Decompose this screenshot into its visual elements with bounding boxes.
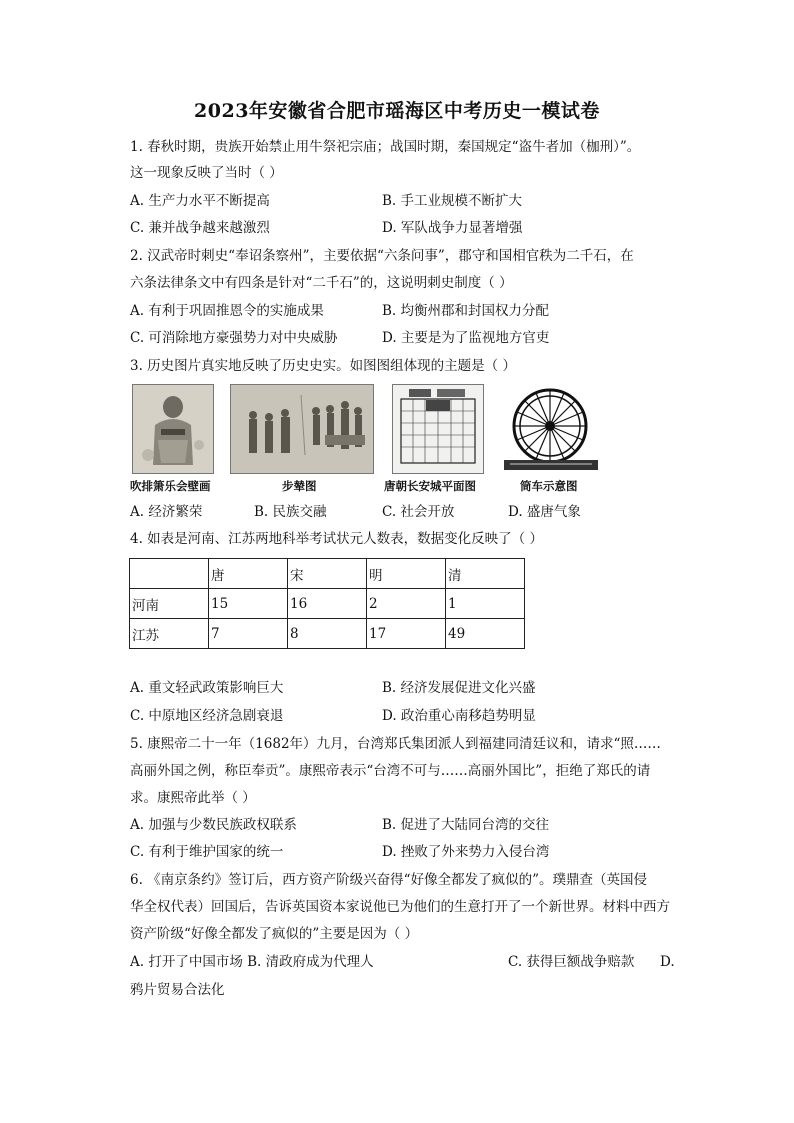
table-header-cell: 宋 bbox=[288, 559, 367, 589]
q3-caption-4: 筒车示意图 bbox=[520, 479, 578, 493]
q3-caption-1: 吹排箫乐会壁画 bbox=[130, 479, 211, 493]
q6-stem-line-3: 资产阶级“好像全都发了疯似的”主要是因为（ ） bbox=[130, 926, 419, 942]
q6-stem-line-1: 6. 《南京条约》签订后，西方资产阶级兴奋得“好像全都发了疯似的”。璞鼎查（英国侵 bbox=[130, 872, 647, 888]
mural-image bbox=[132, 384, 214, 474]
q5-option-c: C. 有利于维护国家的统一 bbox=[130, 844, 284, 860]
q6-option-ab: A. 打开了中国市场 B. 清政府成为代理人 bbox=[130, 954, 374, 970]
q5-option-b: B. 促进了大陆同台湾的交往 bbox=[382, 817, 550, 833]
q2-option-c: C. 可消除地方豪强势力对中央威胁 bbox=[130, 330, 338, 346]
q2-stem-line-1: 2. 汉武帝时刺史“奉诏条察州”，主要依据“六条问事”，郡守和国相官秩为二千石，在 bbox=[130, 248, 634, 264]
q4-option-a: A. 重文轻武政策影响巨大 bbox=[130, 680, 284, 696]
q2-option-a: A. 有利于巩固推恩令的实施成果 bbox=[130, 303, 324, 319]
table-header-cell: 唐 bbox=[209, 559, 288, 589]
zhuangyuan-count-table bbox=[129, 558, 525, 649]
q4-option-d: D. 政治重心南移趋势明显 bbox=[382, 708, 536, 724]
q3-caption-2: 步辇图 bbox=[282, 479, 317, 493]
q5-stem-line-3: 求。康熙帝此举（ ） bbox=[130, 790, 256, 806]
table-row bbox=[130, 619, 525, 649]
table-cell: 7 bbox=[209, 619, 288, 649]
table-cell: 1 bbox=[446, 589, 525, 619]
q6-option-d-text: 鸦片贸易合法化 bbox=[130, 982, 225, 998]
q1-stem-line-2: 这一现象反映了当时（ ） bbox=[130, 165, 283, 181]
q2-option-d: D. 主要是为了监视地方官吏 bbox=[382, 330, 550, 346]
table-cell: 15 bbox=[209, 589, 288, 619]
q5-option-d: D. 挫败了外来势力入侵台湾 bbox=[382, 844, 550, 860]
table-header-cell: 清 bbox=[446, 559, 525, 589]
q3-caption-3: 唐朝长安城平面图 bbox=[384, 479, 476, 493]
q4-option-c: C. 中原地区经济急剧衰退 bbox=[130, 708, 284, 724]
table-cell: 江苏 bbox=[130, 619, 209, 649]
q1-option-c: C. 兼并战争越来越激烈 bbox=[130, 220, 270, 236]
table-cell: 49 bbox=[446, 619, 525, 649]
bunian-painting-image bbox=[230, 384, 374, 474]
q3-option-b: B. 民族交融 bbox=[254, 504, 327, 520]
q4-stem-line-1: 4. 如表是河南、江苏两地科举考试状元人数表，数据变化反映了（ ） bbox=[130, 531, 543, 547]
q5-option-a: A. 加强与少数民族政权联系 bbox=[130, 817, 297, 833]
q3-option-d: D. 盛唐气象 bbox=[508, 504, 581, 520]
q3-option-c: C. 社会开放 bbox=[382, 504, 455, 520]
waterwheel-diagram-image bbox=[502, 384, 600, 472]
q1-option-d: D. 军队战争力显著增强 bbox=[382, 220, 523, 236]
q1-option-b: B. 手工业规模不断扩大 bbox=[382, 193, 523, 209]
table-row bbox=[130, 589, 525, 619]
changan-city-plan-image bbox=[392, 384, 484, 474]
q1-option-a: A. 生产力水平不断提高 bbox=[130, 193, 270, 209]
q4-option-b: B. 经济发展促进文化兴盛 bbox=[382, 680, 536, 696]
table-cell: 17 bbox=[367, 619, 446, 649]
table-cell: 河南 bbox=[130, 589, 209, 619]
q5-stem-line-1: 5. 康熙帝二十一年（1682年）九月，台湾郑氏集团派人到福建同清廷议和，请求“照…… bbox=[130, 736, 661, 752]
table-header-cell: 明 bbox=[367, 559, 446, 589]
q1-stem-line-1: 1. 春秋时期，贵族开始禁止用牛祭祀宗庙；战国时期，秦国规定“盗牛者加（枷刑）”。 bbox=[130, 139, 641, 155]
q6-option-c: C. 获得巨额战争赔款 bbox=[508, 954, 635, 970]
q3-stem-line-1: 3. 历史图片真实地反映了历史史实。如图图组体现的主题是（ ） bbox=[130, 358, 516, 374]
table-cell: 8 bbox=[288, 619, 367, 649]
table-header-row bbox=[130, 559, 525, 589]
exam-title: 2023年安徽省合肥市瑶海区中考历史一模试卷 bbox=[194, 100, 600, 122]
table-cell: 2 bbox=[367, 589, 446, 619]
q3-picture-group bbox=[130, 384, 600, 496]
table-header-cell bbox=[130, 559, 209, 589]
q5-stem-line-2: 高丽外国之例，称臣奉贡”。康熙帝表示“台湾不可与……高丽外国比”，拒绝了郑氏的请 bbox=[130, 763, 651, 779]
q6-option-d: D. bbox=[660, 954, 675, 970]
q3-option-a: A. 经济繁荣 bbox=[130, 504, 203, 520]
q6-stem-line-2: 华全权代表）回国后，告诉英国资本家说他已为他们的生意打开了一个新世界。材料中西方 bbox=[130, 899, 670, 915]
q2-stem-line-2: 六条法律条文中有四条是针对“二千石”的，这说明刺史制度（ ） bbox=[130, 275, 513, 291]
table-cell: 16 bbox=[288, 589, 367, 619]
q2-option-b: B. 均衡州郡和封国权力分配 bbox=[382, 303, 550, 319]
